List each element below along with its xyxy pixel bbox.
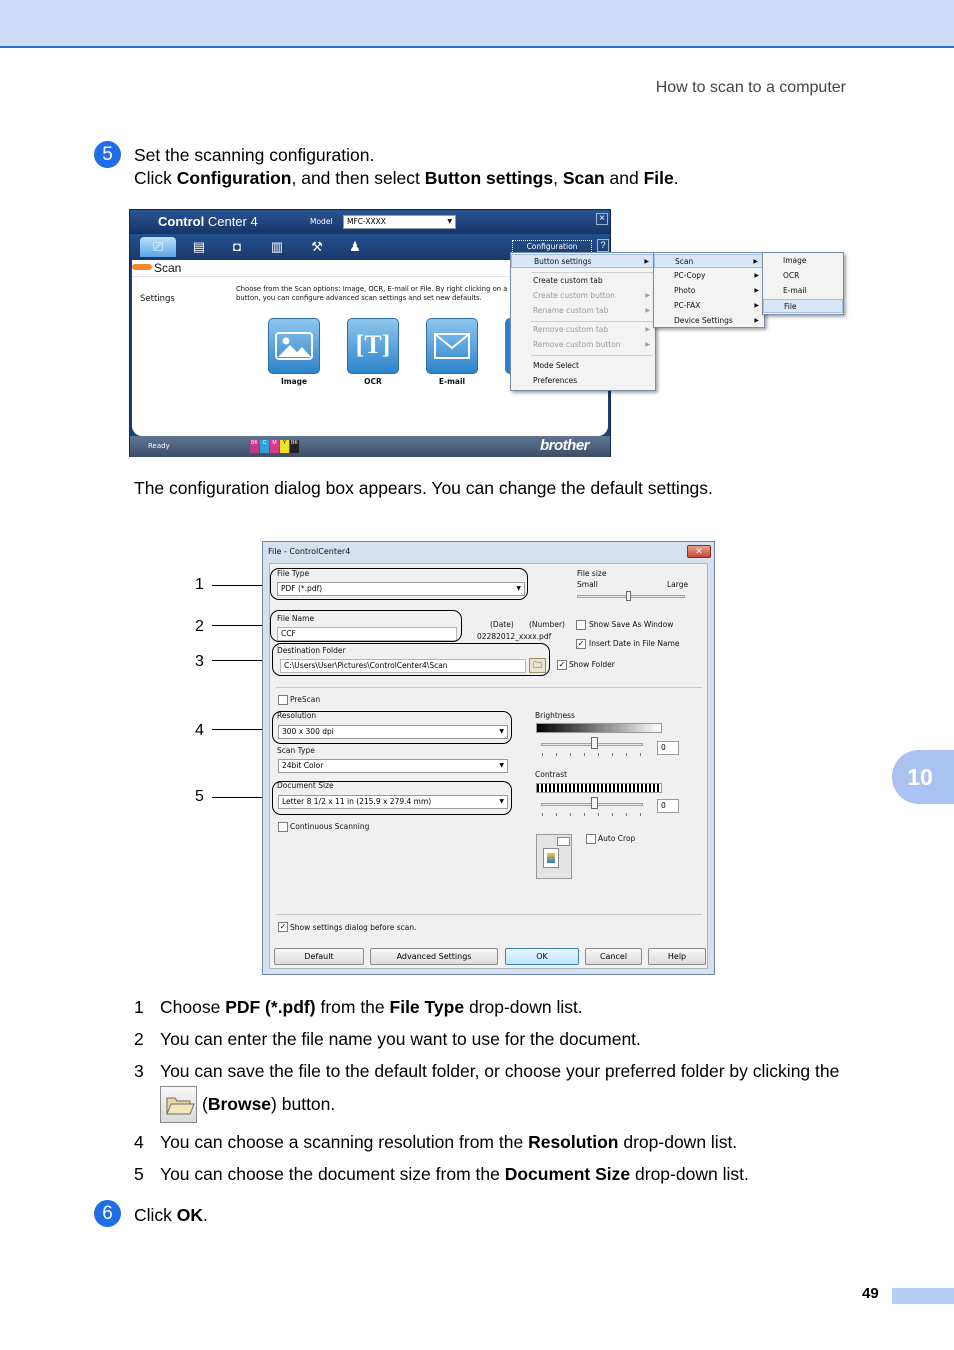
menu-item-device-settings[interactable]: Device Settings ▶ <box>674 316 759 325</box>
show-folder-label: Show Folder <box>569 660 615 669</box>
default-button[interactable]: Default <box>274 948 364 965</box>
chevron-down-icon: ▼ <box>499 728 504 735</box>
menu-item-photo[interactable]: Photo ▶ <box>674 286 759 295</box>
running-header: How to scan to a computer <box>655 79 846 96</box>
prescan-checkbox[interactable] <box>278 695 288 705</box>
scanner-icon: ⎚ <box>152 239 164 254</box>
header-band <box>0 0 954 48</box>
menu-item-file[interactable]: File <box>763 299 843 313</box>
contrast-slider-thumb[interactable] <box>591 797 598 809</box>
file-size-slider-thumb[interactable] <box>626 591 631 601</box>
folder-icon <box>161 1087 196 1122</box>
show-save-as-checkbox[interactable] <box>576 620 586 630</box>
scan-tab-indicator <box>132 264 152 270</box>
tools-icon: ⚒ <box>311 239 323 254</box>
ink-levels <box>250 440 299 453</box>
button-settings-submenu <box>653 252 765 328</box>
callout-oval-document-size <box>272 781 512 815</box>
cc-description: Choose from the Scan options: Image, OCR, E-mail or File. By right clicking on a button, you can configure advanced scan settings and set new defaults. <box>236 285 508 302</box>
cc-model-label: Model <box>310 217 333 226</box>
tab-photo[interactable] <box>222 237 252 257</box>
dialog-body <box>269 563 708 969</box>
file-name-preview: 02282012_xxxx.pdf <box>477 632 552 641</box>
ink-level: BK <box>250 440 259 453</box>
menu-separator <box>531 272 653 273</box>
advanced-settings-button[interactable]: Advanced Settings <box>370 948 498 965</box>
show-folder-checkbox[interactable]: ✓ <box>558 660 566 669</box>
cc-model-select[interactable]: MFC-XXXX ▼ <box>343 215 456 229</box>
menu-item-image[interactable]: Image <box>783 256 807 265</box>
menu-item-remove-custom-button: Remove custom button ▶ <box>533 340 650 349</box>
active-tab-title: Scan <box>154 261 182 275</box>
callout-5: 5 <box>195 788 204 805</box>
brightness-label: Brightness <box>535 711 575 720</box>
document-size-select[interactable]: Letter 8 1/2 x 11 in (215.9 x 279.4 mm) ▼ <box>278 795 508 809</box>
sidebar-settings[interactable]: Settings <box>140 294 175 304</box>
auto-crop-label: Auto Crop <box>598 834 636 843</box>
file-settings-dialog <box>262 541 715 975</box>
continuous-scanning-label: Continuous Scanning <box>290 822 370 831</box>
step-5-line1: Set the scanning configuration. <box>134 145 375 165</box>
step-5-marker: 5 <box>94 141 121 168</box>
dialog-close-button[interactable] <box>687 545 711 558</box>
brightness-value-input[interactable]: 0 <box>657 741 679 755</box>
step-6-marker: 6 <box>94 1200 121 1227</box>
continuous-scanning-checkbox[interactable] <box>278 822 288 832</box>
note-5: 5 You can choose the document size from the Document Size drop-down list. <box>134 1164 749 1184</box>
file-type-select[interactable]: PDF (*.pdf) ▼ <box>277 582 525 596</box>
footer-bar <box>892 1288 954 1304</box>
resolution-label: Resolution <box>277 711 317 720</box>
resolution-select[interactable]: 300 x 300 dpi ▼ <box>278 725 508 739</box>
contrast-ticks <box>542 813 644 816</box>
menu-item-mode-select[interactable]: Mode Select <box>533 361 579 370</box>
envelope-icon <box>432 331 472 361</box>
file-size-small: Small <box>577 580 598 589</box>
insert-date-label: Insert Date in File Name <box>589 639 680 648</box>
close-icon: ✕ <box>695 546 703 556</box>
chapter-tab: 10 <box>892 750 954 804</box>
note-1: 1 Choose PDF (*.pdf) from the File Type drop-down list. <box>134 997 583 1017</box>
number-label: (Number) <box>529 620 565 629</box>
image-button-label: Image <box>280 377 308 386</box>
callout-3: 3 <box>195 653 204 670</box>
file-size-slider[interactable] <box>577 595 685 598</box>
scan-type-label: Scan Type <box>277 746 315 755</box>
cc-app-title: Control Center 4 <box>158 214 258 229</box>
show-settings-checkbox[interactable]: ✓ <box>279 922 287 931</box>
help-button[interactable]: ? <box>597 239 609 252</box>
brightness-ticks <box>542 753 644 756</box>
show-save-as-label: Show Save As Window <box>589 620 674 629</box>
brightness-slider-thumb[interactable] <box>591 737 598 749</box>
menu-item-email[interactable]: E-mail <box>783 286 807 295</box>
configuration-button[interactable]: Configuration <box>512 240 592 254</box>
insert-date-checkbox[interactable]: ✓ <box>577 639 585 648</box>
step-5-line2: Click Configuration, and then select Button settings, Scan and File. <box>134 168 679 188</box>
ink-level: C <box>260 440 269 453</box>
section-divider <box>276 914 702 915</box>
file-size-large: Large <box>667 580 689 589</box>
dialog-caption: The configuration dialog box appears. You can change the default settings. <box>134 478 713 498</box>
tab-pc-copy[interactable] <box>262 237 292 257</box>
step-6-text: Click OK. <box>134 1205 208 1225</box>
cc-titlebar <box>130 210 610 234</box>
menu-item-pc-copy[interactable]: PC-Copy ▶ <box>674 271 759 280</box>
tab-device-settings[interactable] <box>302 237 332 257</box>
ocr-scan-button[interactable] <box>347 318 399 374</box>
tab-scan[interactable] <box>140 237 176 257</box>
callout-4: 4 <box>195 722 204 739</box>
brightness-gradient <box>536 723 662 733</box>
photo-icon <box>543 848 559 868</box>
callout-oval-file-type <box>270 568 528 600</box>
scanner-icon <box>557 837 570 846</box>
folder-icon: 🗀 <box>532 660 542 670</box>
person-icon: ♟ <box>349 239 361 254</box>
file-name-input[interactable]: CCF <box>277 627 457 641</box>
note-2: 2 You can enter the file name you want to use for the document. <box>134 1029 641 1049</box>
scan-type-select[interactable]: 24bit Color ▼ <box>278 759 508 773</box>
menu-item-scan[interactable]: Scan ▶ <box>654 254 764 268</box>
contrast-value-input[interactable]: 0 <box>657 799 679 813</box>
document-icon: ▤ <box>192 239 206 254</box>
menu-item-button-settings[interactable]: Button settings ▶ <box>511 254 655 268</box>
help-button[interactable]: Help <box>648 948 706 965</box>
callout-oval-destination <box>272 643 550 676</box>
file-size-label: File size <box>577 569 607 578</box>
show-settings-label: Show settings dialog before scan. <box>290 923 417 932</box>
brother-logo: brother <box>540 437 589 454</box>
file-type-label: File Type <box>277 569 310 578</box>
section-divider <box>276 687 702 688</box>
ink-level: M <box>270 440 279 453</box>
file-name-label: File Name <box>277 614 315 623</box>
picture-icon <box>274 331 314 361</box>
note-3-continuation: (Browse) button. <box>202 1094 336 1114</box>
scan-submenu <box>762 252 844 315</box>
menu-item-preferences[interactable]: Preferences <box>533 376 578 385</box>
chevron-down-icon: ▼ <box>499 798 504 805</box>
menu-separator <box>531 355 653 356</box>
menu-item-remove-custom-tab: Remove custom tab ▶ <box>533 325 650 334</box>
camera-icon: ◘ <box>233 239 241 254</box>
printer-icon: ▥ <box>270 239 284 254</box>
menu-item-rename-custom-tab: Rename custom tab ▶ <box>533 306 650 315</box>
callout-oval-file-name <box>270 610 462 642</box>
callout-oval-resolution <box>272 711 512 744</box>
tab-pc-fax[interactable] <box>184 237 214 257</box>
ink-level: Y <box>280 440 289 453</box>
destination-folder-input[interactable]: C:\Users\User\Pictures\ControlCenter4\Scan <box>280 659 526 673</box>
auto-crop-checkbox[interactable] <box>586 834 596 844</box>
ink-level: BK <box>290 440 299 453</box>
browse-button-illustration <box>160 1086 197 1123</box>
email-scan-button[interactable] <box>426 318 478 374</box>
note-4: 4 You can choose a scanning resolution from the Resolution drop-down list. <box>134 1132 738 1152</box>
menu-item-create-custom-button: Create custom button ▶ <box>533 291 650 300</box>
menu-item-ocr[interactable]: OCR <box>783 271 800 280</box>
document-size-label: Document Size <box>277 781 334 790</box>
cancel-button[interactable]: Cancel <box>585 948 642 965</box>
menu-separator <box>531 321 653 322</box>
contrast-label: Contrast <box>535 770 568 779</box>
ok-button[interactable]: OK <box>505 948 579 965</box>
status-text: Ready <box>148 442 170 450</box>
callout-2: 2 <box>195 618 204 635</box>
chevron-down-icon: ▼ <box>516 585 521 592</box>
cc-close-button[interactable]: × <box>596 213 608 225</box>
email-button-label: E-mail <box>438 377 466 386</box>
cc-status-bar <box>130 436 610 457</box>
destination-folder-label: Destination Folder <box>277 646 346 655</box>
prescan-label: PreScan <box>290 695 321 704</box>
ocr-text-icon: [T] <box>355 330 391 359</box>
configuration-menu <box>510 252 656 391</box>
chevron-down-icon: ▼ <box>499 762 504 769</box>
date-label: (Date) <box>490 620 514 629</box>
menu-item-create-custom-tab[interactable]: Create custom tab <box>533 276 603 285</box>
tab-support[interactable] <box>340 237 370 257</box>
ocr-button-label: OCR <box>364 377 382 386</box>
contrast-pattern <box>536 783 662 793</box>
note-3: 3 You can save the file to the default folder, or choose your preferred folder by clicking the <box>134 1061 840 1081</box>
auto-crop-preview <box>536 834 572 879</box>
callout-1: 1 <box>195 576 204 593</box>
image-scan-button[interactable] <box>268 318 320 374</box>
dialog-title: File - ControlCenter4 <box>268 547 351 556</box>
page-number: 49 <box>862 1285 879 1302</box>
menu-item-pc-fax[interactable]: PC-FAX ▶ <box>674 301 759 310</box>
